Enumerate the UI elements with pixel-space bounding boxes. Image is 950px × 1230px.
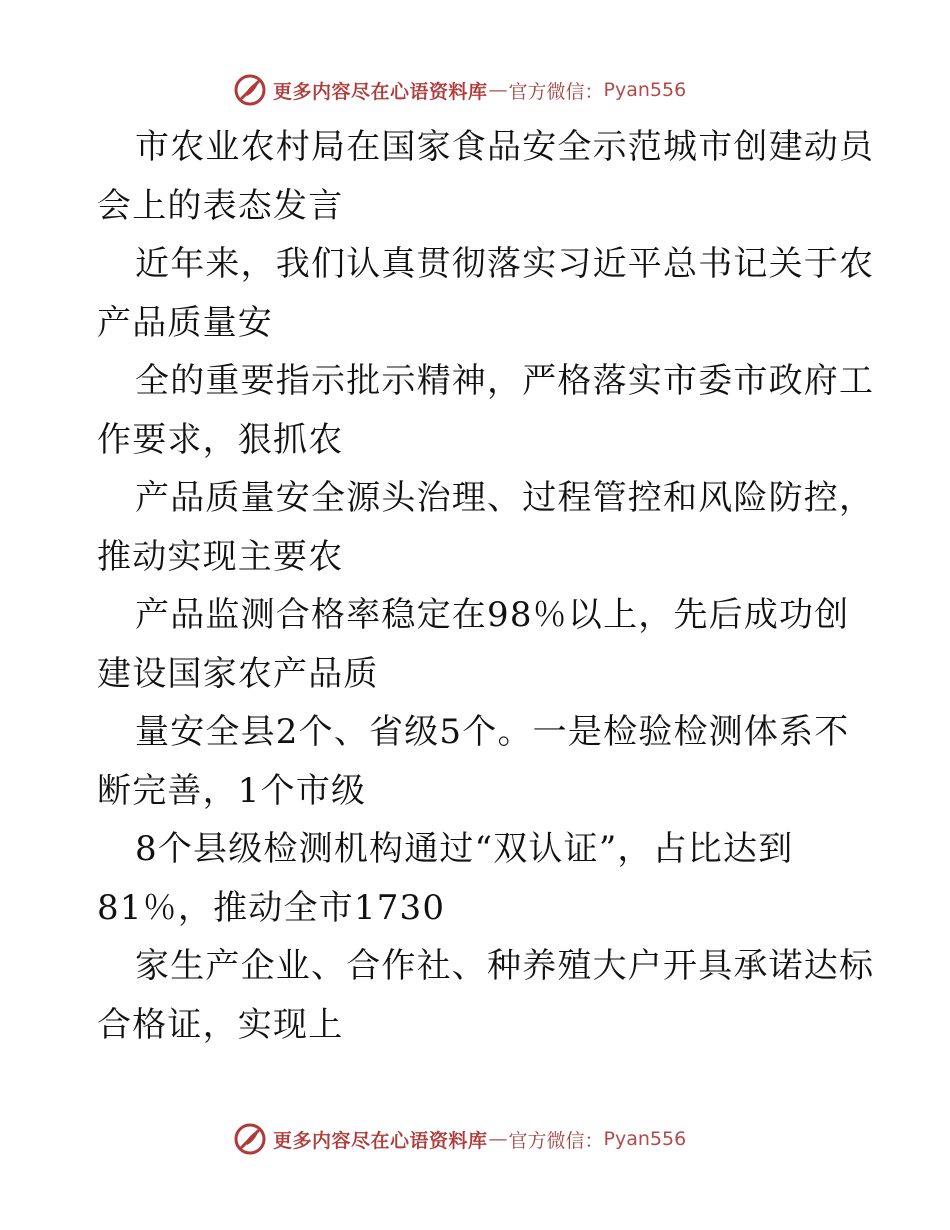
- header-watermark: [233, 73, 753, 107]
- body-line: 市农业农村局在国家食品安全示范城市创建动员: [135, 127, 875, 167]
- body-line: 81％，推动全市1730: [97, 887, 446, 928]
- body-line: 断完善，1个市级: [97, 770, 367, 811]
- body-line: 建设国家农产品质: [97, 653, 379, 694]
- footer-wechat-id: Pyan556: [603, 1128, 687, 1150]
- header-dash: —: [488, 79, 508, 101]
- body-line: 会上的表态发言: [97, 185, 344, 226]
- quill-logo-icon: [233, 1122, 267, 1156]
- document-body: [97, 118, 875, 1054]
- footer-site-name: 更多内容尽在心语资料库: [273, 1129, 488, 1152]
- body-line: 作要求，狠抓农: [97, 419, 344, 460]
- body-line: 产品监测合格率稳定在98％以上，先后成功创: [135, 595, 850, 635]
- body-line: 推动实现主要农: [97, 536, 344, 577]
- footer-official-label: 官方微信：: [508, 1129, 604, 1152]
- body-line: 8个县级检测机构通过“双认证”，占比达到: [135, 829, 794, 869]
- footer-watermark: [233, 1122, 753, 1156]
- body-line: 近年来，我们认真贯彻落实习近平总书记关于农: [135, 244, 875, 284]
- footer-dash: —: [488, 1128, 508, 1150]
- body-line: 合格证，实现上: [97, 1004, 344, 1045]
- body-line: 产品质量安全源头治理、过程管控和风险防控，: [135, 478, 875, 518]
- header-wechat-id: Pyan556: [603, 79, 687, 101]
- header-official-label: 官方微信：: [508, 80, 604, 103]
- body-line: 家生产企业、合作社、种养殖大户开具承诺达标: [135, 946, 875, 986]
- body-line: 全的重要指示批示精神，严格落实市委市政府工: [135, 361, 875, 401]
- quill-logo-icon: [233, 73, 267, 107]
- header-site-name: 更多内容尽在心语资料库: [273, 80, 488, 103]
- body-line: 产品质量安: [97, 302, 273, 343]
- body-line: 量安全县2个、省级5个。一是检验检测体系不: [135, 712, 850, 752]
